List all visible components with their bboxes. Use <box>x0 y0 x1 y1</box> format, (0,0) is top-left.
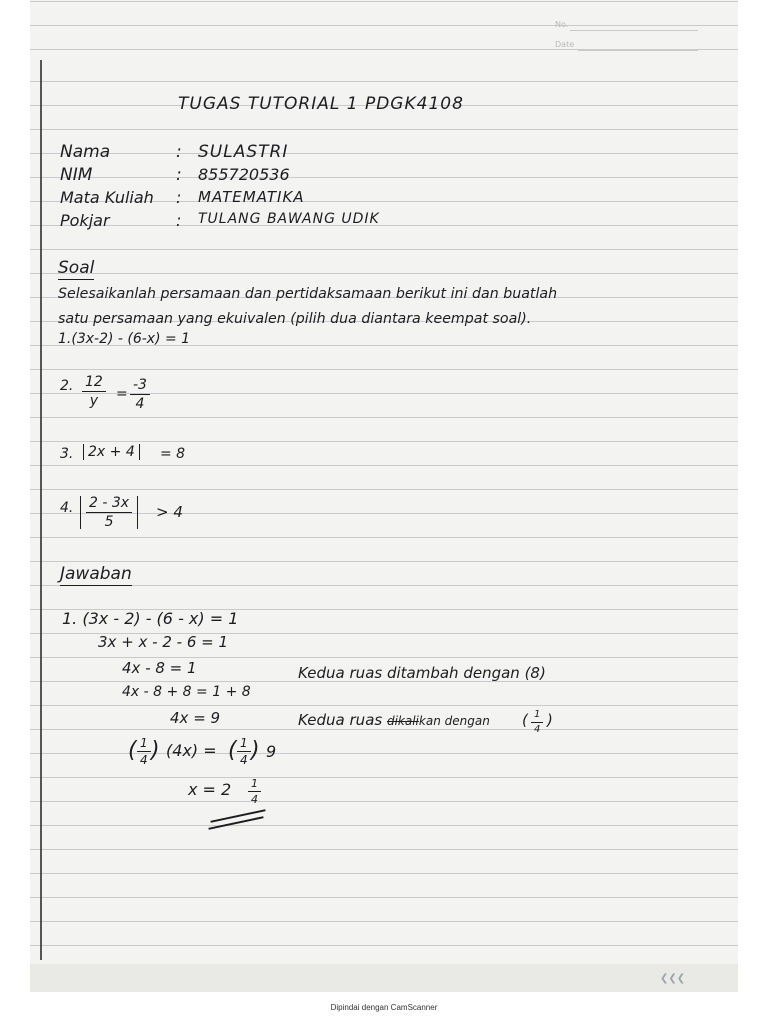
question-2-rhs-fraction <box>130 378 150 411</box>
answer-step-4: 4x - 8 + 8 = 1 + 8 <box>122 684 251 700</box>
answer-step-5: 4x = 9 <box>170 709 221 727</box>
answer-step-5-note-rest: kan dengan <box>418 714 490 728</box>
identity-label-mata-kuliah: Mata Kuliah <box>60 188 154 207</box>
answer-step-6-paren-open-2: ( <box>228 738 237 763</box>
identity-sep-nama: : <box>176 142 182 162</box>
answer-step-6-paren-close-2: ) <box>251 738 260 763</box>
question-2-equals: = <box>116 386 128 402</box>
soal-instruction-line1: Selesaikanlah persamaan dan pertidaksamaan berikut ini dan buatlah <box>58 286 558 302</box>
scanner-footer: Dipindai dengan CamScanner <box>330 1003 438 1012</box>
answer-step-6-fraction-1 <box>137 737 151 766</box>
question-4-number: 4. <box>60 500 74 516</box>
question-2-number: 2. <box>60 378 74 394</box>
question-2-lhs-denominator: y <box>89 393 99 409</box>
question-4-absolute-fraction <box>80 496 138 529</box>
answer-step-6-fraction-1-numerator: 1 <box>137 737 151 752</box>
margin-line <box>40 60 42 960</box>
question-3-number: 3. <box>60 446 74 462</box>
identity-value-mata-kuliah: MATEMATIKA <box>198 188 305 206</box>
page-title: TUGAS TUTORIAL 1 PDGK4108 <box>178 94 464 114</box>
identity-value-nama: SULASTRI <box>198 142 289 162</box>
date-field-label: Date <box>555 40 575 49</box>
no-field-line <box>570 30 698 31</box>
identity-label-nim: NIM <box>60 165 93 185</box>
question-2-lhs-fraction <box>82 375 106 408</box>
identity-label-nama: Nama <box>60 142 111 162</box>
question-3-rest: = 8 <box>160 446 186 462</box>
question-3-absolute-value: 2x + 4 <box>83 444 140 460</box>
identity-value-nim: 855720536 <box>198 165 290 184</box>
page-bottom-strip <box>30 964 738 992</box>
answer-step-5-fraction <box>531 710 543 735</box>
question-1: 1.(3x-2) - (6-x) = 1 <box>58 331 191 347</box>
final-answer-mark-line-2 <box>208 816 263 830</box>
no-field-label: No. <box>555 20 569 29</box>
question-2-rhs-numerator: -3 <box>130 378 150 395</box>
answer-step-6-fraction-2 <box>237 737 251 766</box>
answer-step-5-fraction-denominator: 4 <box>534 724 541 735</box>
answer-step-3: 4x - 8 = 1 <box>122 659 197 677</box>
answer-final-fraction-numerator: 1 <box>248 778 261 792</box>
answer-step-5-note-prefix: Kedua ruas <box>298 711 387 729</box>
notebook-page <box>30 0 738 992</box>
question-4-numerator: 2 - 3x <box>86 496 132 513</box>
answer-step-6-fraction-2-denominator: 4 <box>240 753 248 767</box>
scanner-watermark-icon: ❮❮❮ <box>660 973 686 984</box>
answer-step-6-paren-open-1: ( <box>128 738 137 763</box>
identity-value-pokjar: TULANG BAWANG UDIK <box>198 211 380 227</box>
question-4-rest: > 4 <box>156 503 183 521</box>
answer-step-6-middle: (4x) = <box>166 741 217 760</box>
answer-step-5-fraction-numerator: 1 <box>531 710 543 723</box>
answer-step-5-note <box>298 711 490 729</box>
identity-sep-nim: : <box>176 165 182 185</box>
soal-heading: Soal <box>58 258 95 278</box>
answer-step-2: 3x + x - 2 - 6 = 1 <box>98 633 229 651</box>
identity-sep-pokjar: : <box>176 211 182 230</box>
answer-step-6-paren-close-1: ) <box>151 738 160 763</box>
answer-step-6-fraction-2-numerator: 1 <box>237 737 251 752</box>
answer-step-6-fraction-1-denominator: 4 <box>140 753 148 767</box>
soal-instruction-line2: satu persamaan yang ekuivalen (pilih dua diantara keempat soal). <box>58 311 532 327</box>
answer-final-fraction <box>248 778 261 805</box>
answer-final-lhs: x = 2 <box>188 780 232 799</box>
answer-final-fraction-denominator: 4 <box>251 793 258 806</box>
answer-step-1: 1. (3x - 2) - (6 - x) = 1 <box>62 609 239 628</box>
identity-sep-mata-kuliah: : <box>176 188 182 207</box>
answer-step-5-open-paren: ( <box>522 711 528 729</box>
answer-step-3-note: Kedua ruas ditambah dengan (8) <box>298 664 546 682</box>
date-field-line <box>578 50 698 51</box>
answer-step-6-end: 9 <box>266 742 277 761</box>
answer-step-5-close-paren: ) <box>547 711 553 729</box>
jawaban-heading: Jawaban <box>60 564 132 584</box>
question-2-rhs-denominator: 4 <box>135 396 145 412</box>
question-2-lhs-numerator: 12 <box>82 375 106 392</box>
question-4-denominator: 5 <box>104 514 114 530</box>
answer-step-5-note-struck: dikali <box>386 714 419 728</box>
identity-label-pokjar: Pokjar <box>60 211 110 230</box>
